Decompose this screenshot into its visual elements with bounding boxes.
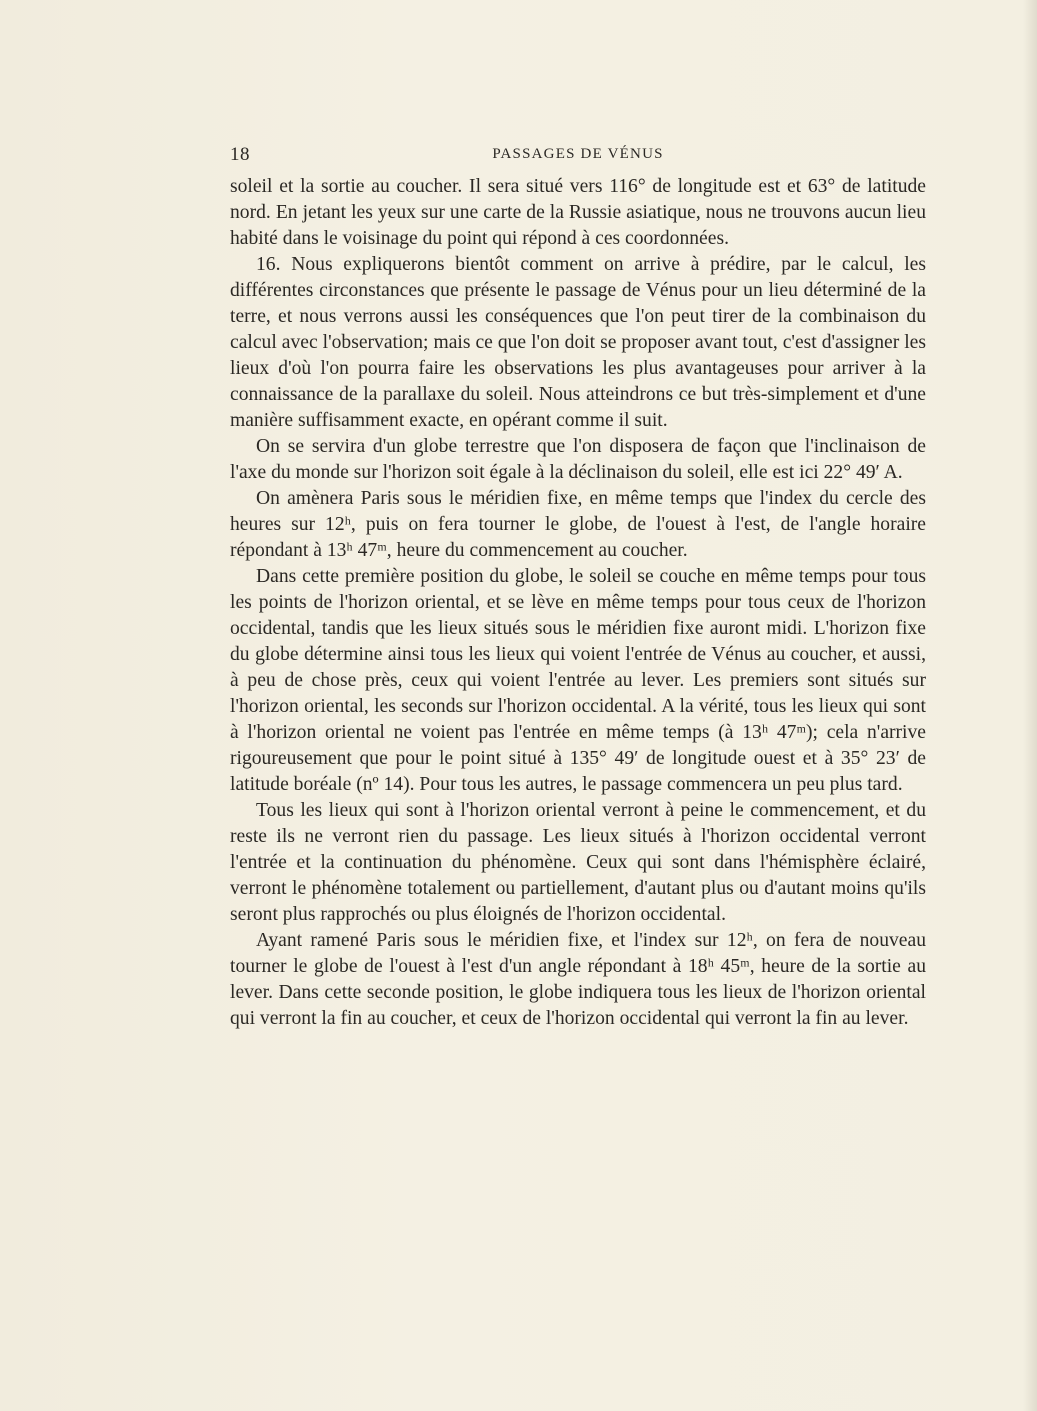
paragraph: On se servira d'un globe terrestre que l'on disposera de façon que l'inclinaison de l'axe du monde sur l'horizon soit égale à la déclinaison du soleil, elle est ici 22° 49′ A. — [230, 436, 926, 483]
page-header — [230, 144, 926, 168]
paragraph: Tous les lieux qui sont à l'horizon oriental verront à peine le commencement, et du reste ils ne verront rien du passage. Les lieux situés à l'horizon occidental verront l'entrée et la continuation du phénomène. Ceux qui sont dans l'hémisphère éclairé, verront le phénomène totalement ou partiellement, d'autant plus ou d'autant moins qu'ils seront plus rapprochés ou plus éloignés de l'horizon occidental. — [230, 800, 926, 925]
paragraph: Dans cette première position du globe, le soleil se couche en même temps pour tous les points de l'horizon oriental, et se lève en même temps pour tous ceux de l'horizon occidental, tandis que les lieux situés sous le méridien fixe auront midi. L'horizon fixe du globe détermine ainsi tous les lieux qui voient l'entrée de Vénus au coucher, et aussi, à peu de chose près, ceux qui voient l'entrée au lever. Les premiers sont situés sur l'horizon oriental, les seconds sur l'horizon occidental. A la vérité, tous les lieux qui sont à l'horizon oriental ne voient pas l'entrée en même temps (à 13ʰ 47ᵐ); cela n'arrive rigoureusement que pour le point situé à 135° 49′ de longitude ouest et à 35° 23′ de latitude boréale (nº 14). Pour tous les autres, le passage commencera un peu plus tard. — [230, 566, 926, 795]
page-edge-shadow — [1023, 0, 1037, 1411]
body-text — [230, 174, 926, 1032]
page-number: 18 — [230, 144, 250, 165]
paragraph: Ayant ramené Paris sous le méridien fixe, et l'index sur 12ʰ, on fera de nouveau tourner le globe de l'ouest à l'est d'un angle répondant à 18ʰ 45ᵐ, heure de la sortie au lever. Dans cette seconde position, le globe indiquera tous les lieux de l'horizon oriental qui verront la fin au coucher, et ceux de l'horizon occidental qui verront la fin au lever. — [230, 930, 926, 1029]
paragraph: On amènera Paris sous le méridien fixe, en même temps que l'index du cercle des heures sur 12ʰ, puis on fera tourner le globe, de l'ouest à l'est, de l'angle horaire répondant à 13ʰ 47ᵐ, heure du commencement au coucher. — [230, 488, 926, 561]
paragraph: soleil et la sortie au coucher. Il sera situé vers 116° de longitude est et 63° de latitude nord. En jetant les yeux sur une carte de la Russie asiatique, nous ne trouvons aucun lieu habité dans le voisinage du point qui répond à ces coordonnées. — [230, 176, 926, 249]
running-title: PASSAGES DE VÉNUS — [492, 146, 664, 162]
paragraph: 16. Nous expliquerons bientôt comment on arrive à prédire, par le calcul, les différentes circonstances que présente le passage de Vénus pour un lieu déterminé de la terre, et nous verrons aussi les conséquences que l'on peut tirer de la combinaison du calcul avec l'observation; mais ce que l'on doit se proposer avant tout, c'est d'assigner les lieux d'où l'on pourra faire les observations les plus avantageuses pour arriver à la connaissance de la parallaxe du soleil. Nous atteindrons ce but très-simplement et d'une manière suffisamment exacte, en opérant comme il suit. — [230, 254, 926, 431]
